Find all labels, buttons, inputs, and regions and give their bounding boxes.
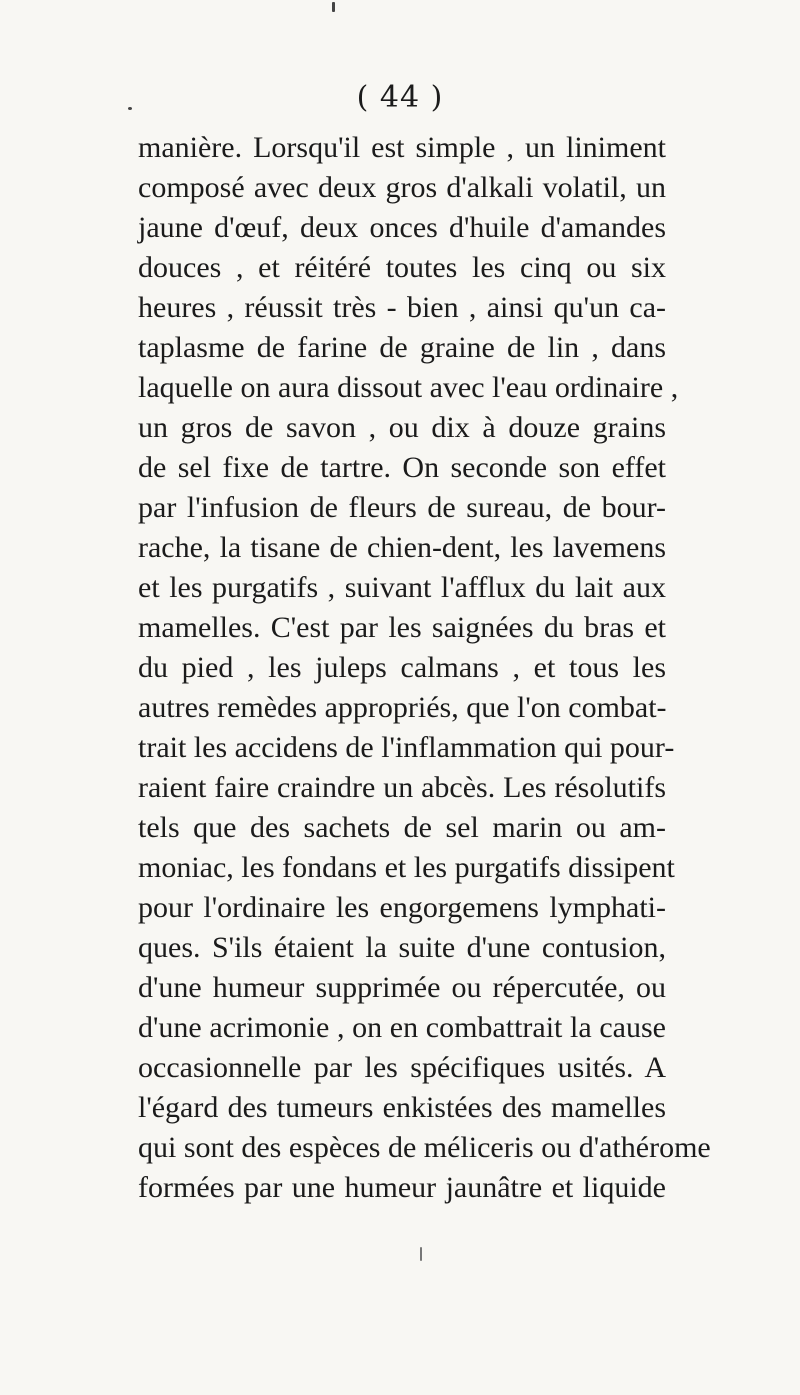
ink-speck	[420, 1247, 422, 1261]
text-line: douces , et réitéré toutes les cinq ou six	[138, 251, 666, 284]
text-line: mamelles. C'est par les saignées du bras et	[138, 611, 666, 644]
text-line: ques. S'ils étaient la suite d'une contusion,	[138, 931, 666, 964]
page-number: ( 44 )	[356, 80, 444, 115]
text-line: taplasme de farine de graine de lin , dans	[138, 331, 666, 364]
text-line: heures , réussit très - bien , ainsi qu'un ca-	[138, 291, 666, 324]
text-line: pour l'ordinaire les engorgemens lymphati-	[138, 891, 666, 924]
text-line: d'une acrimonie , on en combattrait la cause	[138, 1011, 666, 1044]
text-line: jaune d'œuf, deux onces d'huile d'amandes	[138, 211, 666, 244]
ink-speck	[332, 2, 335, 12]
text-line: un gros de savon , ou dix à douze grains	[138, 411, 666, 444]
text-line: moniac, les fondans et les purgatifs dissipent	[138, 851, 675, 884]
text-line: autres remèdes appropriés, que l'on combat-	[138, 691, 667, 724]
text-line: formées par une humeur jaunâtre et liquide	[138, 1171, 666, 1204]
text-line: occasionnelle par les spécifiques usités. A	[138, 1051, 666, 1084]
text-line: composé avec deux gros d'alkali volatil, un	[138, 171, 666, 204]
text-line: laquelle on aura dissout avec l'eau ordinaire ,	[138, 371, 679, 404]
text-line: raient faire craindre un abcès. Les résolutifs	[138, 771, 666, 804]
text-line: tels que des sachets de sel marin ou am-	[138, 811, 666, 844]
text-line: qui sont des espèces de méliceris ou d'athérome	[138, 1131, 711, 1164]
text-line: de sel fixe de tartre. On seconde son effet	[138, 451, 666, 484]
text-line: d'une humeur supprimée ou répercutée, ou	[138, 971, 666, 1004]
text-line: trait les accidens de l'inflammation qui pour-	[138, 731, 675, 764]
text-line: l'égard des tumeurs enkistées des mamelles	[138, 1091, 666, 1124]
text-line: du pied , les juleps calmans , et tous les	[138, 651, 666, 684]
text-line: et les purgatifs , suivant l'afflux du lait aux	[138, 571, 666, 604]
text-line: rache, la tisane de chien-dent, les lavemens	[138, 531, 666, 564]
text-line: par l'infusion de fleurs de sureau, de bour-	[138, 491, 666, 524]
text-line: manière. Lorsqu'il est simple , un liniment	[138, 131, 666, 164]
